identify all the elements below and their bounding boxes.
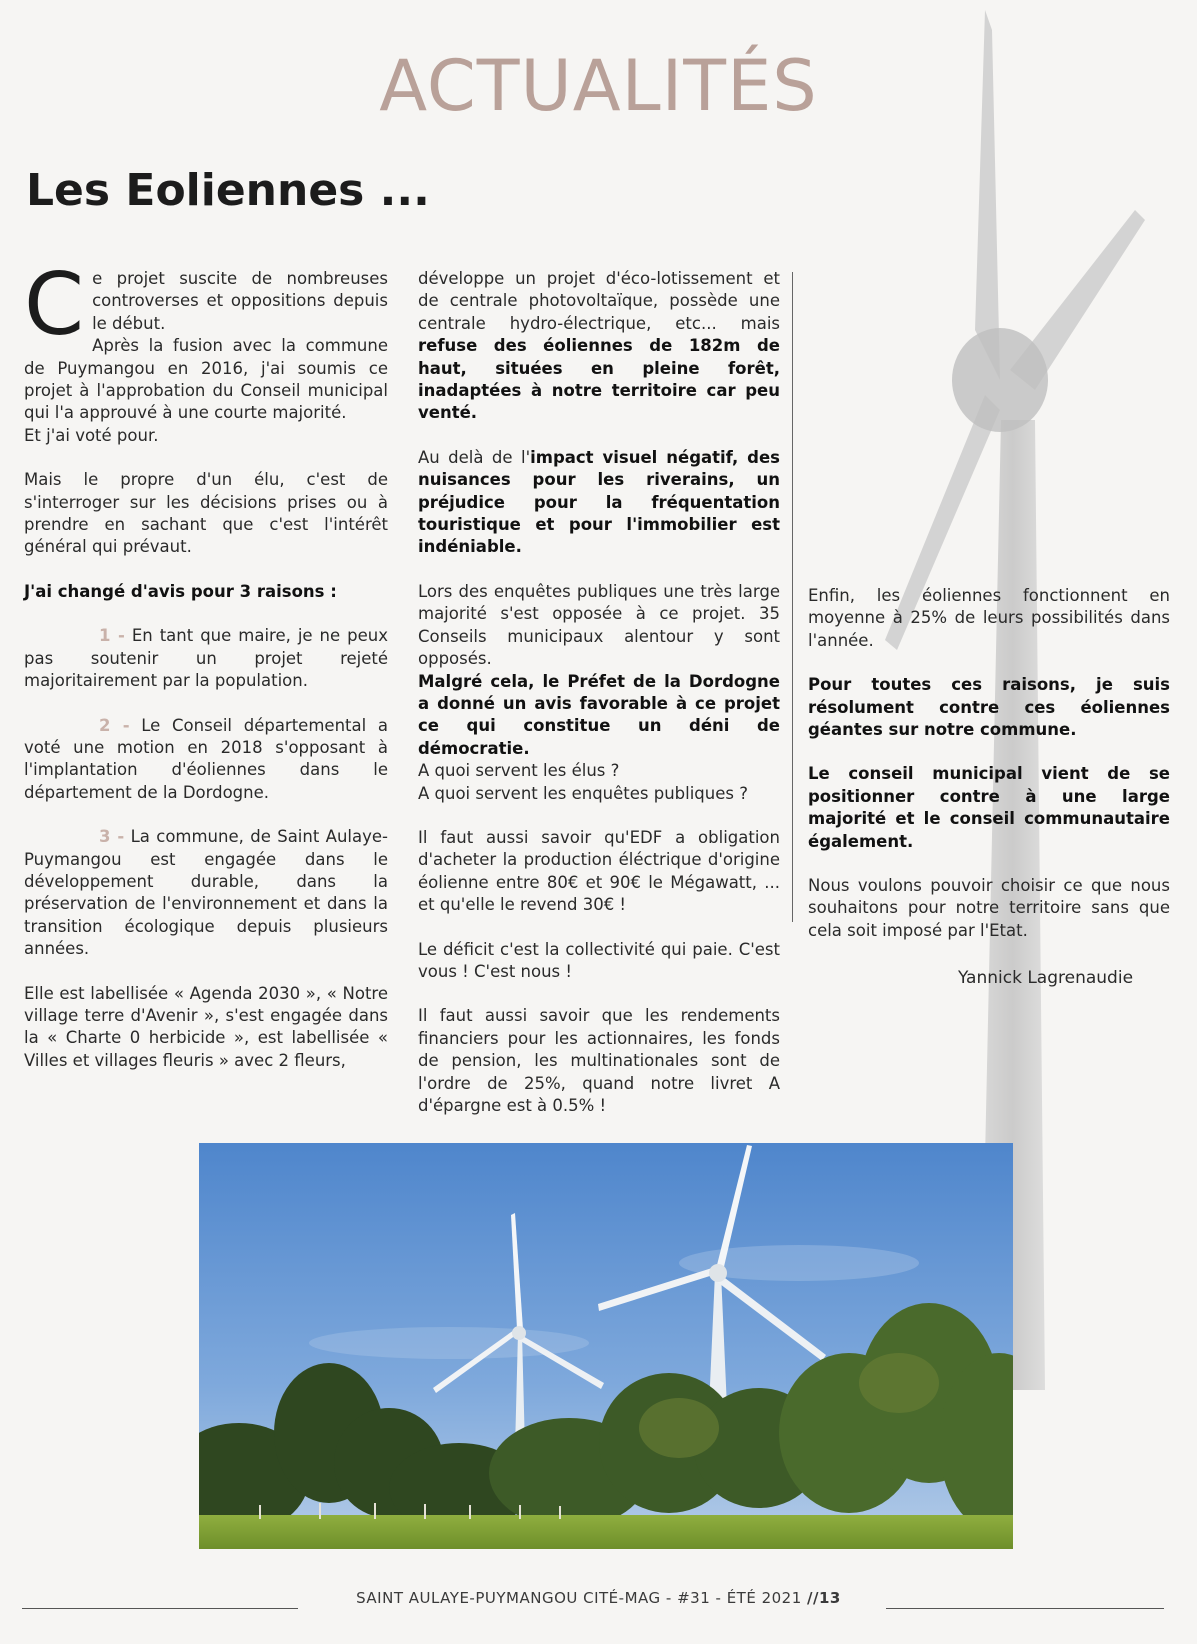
reason-1: 1 - En tant que maire, je ne peux pas soutenir un projet rejeté majoritairement par la population.	[24, 626, 389, 691]
article-column-3	[808, 585, 1170, 964]
reason-3: 3 - La commune, de Saint Aulaye-Puymangou est engagée dans le développement durable, dans la préservation de l'environnement et dans la transition écologique depuis plusieurs années.	[24, 827, 388, 959]
question: A quoi servent les enquêtes publiques ?	[418, 783, 748, 803]
paragraph: Elle est labellisée « Agenda 2030 », « Notre village terre d'Avenir », s'est engagée dans la « Charte 0 herbicide », est labellisée « Villes et villages fleuris » avec 2 fleurs,	[24, 983, 388, 1070]
page-number: //13	[807, 1589, 841, 1607]
paragraph: développe un projet d'éco-lotissement et de centrale photovoltaïque, possède une centrale hydro-électrique, etc... mais refuse des éoliennes de 182m de haut, situées en pleine forêt, inadaptées à notre territoire car peu venté.	[418, 269, 780, 423]
paragraph: Après la fusion avec la commune de Puymangou en 2016, j'ai soumis ce projet à l'approbation du Conseil municipal qui l'a approuvé à une courte majorité.	[24, 336, 388, 423]
reasons-heading: J'ai changé d'avis pour 3 raisons :	[24, 581, 337, 601]
footer-rule-left	[22, 1608, 298, 1609]
paragraph: Lors des enquêtes publiques une très large majorité s'est opposée à ce projet. 35 Conseils municipaux alentour y sont opposés.	[418, 581, 780, 669]
paragraph-bold: Malgré cela, le Préfet de la Dordogne a donné un avis favorable à ce projet ce qui constitue un déni de démocratie.	[418, 671, 780, 758]
column-divider	[792, 272, 793, 922]
article-column-2	[418, 268, 780, 1139]
drop-cap: C	[24, 255, 85, 355]
paragraph: Mais le propre d'un élu, c'est de s'interroger sur les décisions prises ou à prendre en sachant que c'est l'intérêt général qui prévaut.	[24, 470, 388, 557]
question: A quoi servent les élus ?	[418, 761, 620, 781]
reason-2: 2 - Le Conseil départemental a voté une motion en 2018 s'opposant à l'implantation d'éoliennes dans le département de la Dordogne.	[24, 715, 389, 802]
section-title: ACTUALITÉS	[379, 45, 818, 127]
wind-turbines-photo	[199, 1143, 1013, 1549]
author-signature: Yannick Lagrenaudie	[958, 968, 1134, 988]
footer-text: SAINT AULAYE-PUYMANGOU CITÉ-MAG - #31 - ÉTÉ 2021	[356, 1589, 802, 1607]
paragraph-bold: Le conseil municipal vient de se positionner contre à une large majorité et le conseil communautaire également.	[808, 764, 1170, 851]
article-title: Les Eoliennes ...	[26, 165, 430, 216]
footer	[0, 1589, 1197, 1607]
paragraph: Et j'ai voté pour.	[24, 425, 159, 445]
paragraph-bold: Pour toutes ces raisons, je suis résolument contre ces éoliennes géantes sur notre commune.	[808, 675, 1170, 740]
paragraph: Il faut aussi savoir qu'EDF a obligation d'acheter la production éléctrique d'origine éolienne entre 80€ et 90€ le Mégawatt, ... et qu'elle le revend 30€ !	[418, 827, 780, 915]
footer-rule-right	[886, 1608, 1164, 1609]
paragraph: Le déficit c'est la collectivité qui paie. C'est vous ! C'est nous !	[418, 939, 780, 981]
paragraph: C e projet suscite de nombreuses controverses et oppositions depuis le début.	[24, 255, 388, 355]
paragraph: Au delà de l'impact visuel négatif, des nuisances pour les riverains, un préjudice pour la fréquentation touristique et pour l'immobilier est indéniable.	[418, 447, 780, 557]
paragraph: Enfin, les éoliennes fonctionnent en moyenne à 25% de leurs possibilités dans l'année.	[808, 586, 1170, 650]
paragraph: Il faut aussi savoir que les rendements financiers pour les actionnaires, les fonds de pension, les multinationales sont de l'ordre de 25%, quand notre livret A d'épargne est à 0.5% !	[418, 1006, 780, 1115]
paragraph: Nous voulons pouvoir choisir ce que nous souhaitons pour notre territoire sans que cela soit imposé par l'Etat.	[808, 876, 1170, 940]
article-column-1	[24, 255, 389, 1094]
